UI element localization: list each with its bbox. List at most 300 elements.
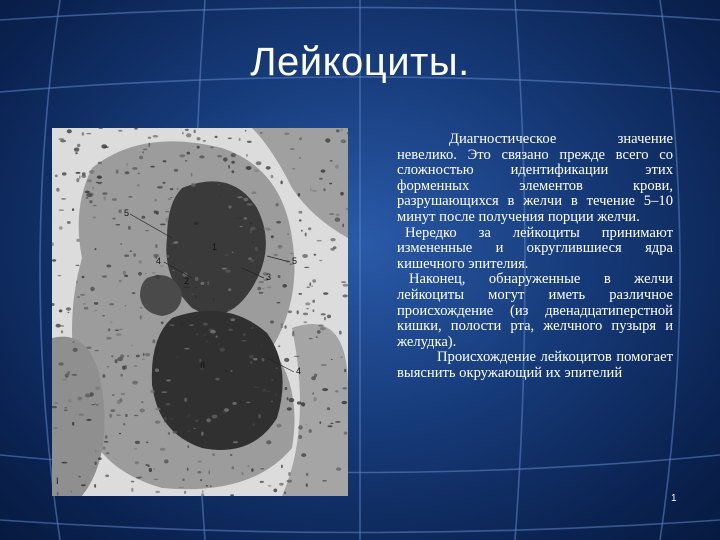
granule [105,475,109,478]
granule [103,146,108,148]
granule [292,168,295,169]
granule [75,152,77,154]
granule [67,221,71,224]
granule [80,294,85,295]
granule [152,339,155,343]
page-number: 1 [671,493,677,504]
granule [228,138,232,140]
granule [281,465,283,469]
granule [65,374,69,378]
granule [116,333,122,336]
granule [109,414,112,418]
granule [340,356,343,358]
granule [138,173,140,175]
granule [155,368,159,372]
granule [308,227,311,230]
granule [163,160,167,162]
granule [246,402,251,404]
granule [123,271,126,275]
granule [305,233,307,237]
granule [294,356,300,357]
granule [67,129,72,133]
granule [102,275,107,277]
granule [251,468,253,472]
granule [242,472,244,475]
granule [280,181,282,185]
granule [128,226,131,230]
granule [222,268,228,270]
granule [323,292,328,295]
granule [325,138,330,142]
granule [125,414,128,417]
paragraph-diagnostic-value: Диагностическое значение невелико. Это связано прежде всего со сложностью идентификации этих форменных элементов крови, разрушающихся в желчи в течение 5–10 минут после получения порции желчи. [397,131,673,225]
granule [78,397,82,401]
granule [82,276,85,278]
granule [76,281,78,284]
granule [127,355,129,356]
granule [197,460,202,463]
granule [194,130,196,134]
granule [309,282,311,286]
granule [155,420,161,423]
granule [112,218,115,220]
granule [330,248,335,251]
granule [131,488,133,492]
granule [254,387,260,388]
granule [266,440,271,444]
granule [120,243,122,244]
granule [169,324,174,326]
granule [140,315,142,319]
granule [243,198,248,201]
granule [271,235,274,238]
granule [289,398,295,402]
paragraph-misidentification: Нередко за лейкоциты принимают измененные и округлившиеся ядра кишечного эпителия. [397,224,673,272]
granule [245,130,247,132]
granule [165,211,169,213]
granule [260,468,264,470]
granule [247,141,252,143]
granule [213,298,215,301]
granule [58,362,63,365]
granule [108,328,110,331]
granule [81,484,86,486]
granule [330,423,333,424]
granule [190,262,193,264]
granule [299,157,301,159]
granule [173,431,178,434]
granule [208,470,210,474]
granule [119,280,122,283]
granule [321,169,326,172]
granule [278,245,283,249]
granule [136,477,141,479]
granule [224,371,228,372]
granule [117,400,121,404]
granule [90,287,94,291]
granule [94,404,96,405]
granule [145,464,147,466]
granule [58,275,62,277]
granule [132,167,138,170]
granule [155,275,159,279]
granule [287,234,289,235]
granule [239,400,241,403]
granule [154,468,156,469]
granule [174,241,178,244]
granule [53,427,57,430]
granule [86,193,92,197]
granule [301,230,303,232]
paragraph-epithelium: Происхождение лейкоцитов помогает выяснить окружающий их эпителий [397,349,673,381]
granule [77,296,79,297]
granule [66,307,71,311]
granule [342,387,347,389]
granule [142,359,146,360]
granule [104,441,109,443]
granule [284,133,289,136]
granule [306,308,309,309]
granule [59,226,63,229]
granule [120,354,124,358]
granule [150,390,154,393]
granule [150,166,155,168]
granule [102,192,107,195]
granule [165,403,170,406]
granule [95,462,97,465]
granule [301,402,305,406]
granule [303,313,308,316]
granule [231,370,233,372]
granule [184,398,187,402]
granule [249,355,254,359]
granule [216,336,218,338]
granule [160,224,166,226]
granule [206,418,211,422]
granule [306,424,308,425]
granule [202,490,204,493]
granule [189,324,194,326]
micrograph-label: 4 [296,366,302,376]
granule [112,394,115,395]
granule [60,325,64,326]
granule [96,182,99,183]
granule [136,355,140,358]
granule [82,132,84,136]
granule [109,303,114,305]
granule [284,358,289,362]
granule [192,293,194,295]
granule [212,453,215,456]
granule [145,230,148,231]
granule [309,429,312,433]
granule [277,302,281,303]
granule [78,476,81,478]
granule [131,345,133,347]
granule [303,321,307,323]
granule [134,415,138,416]
granule [250,361,252,364]
granule [94,302,98,305]
granule [215,378,219,381]
granule [145,273,147,274]
granule [141,401,143,403]
granule [148,464,150,467]
granule [164,418,167,422]
granule [68,399,72,402]
granule [76,178,79,182]
granule [135,441,140,444]
granule [194,222,199,225]
granule [94,484,96,488]
granule [297,310,299,314]
granule [133,253,136,257]
granule [152,272,156,274]
granule [318,325,323,327]
granule [103,196,106,200]
granule [139,260,143,263]
granule [181,323,183,326]
granule [72,374,78,376]
granule [119,329,122,331]
granule [194,344,196,345]
micrograph-label: 3 [266,272,272,282]
granule [278,275,281,278]
granule [176,356,179,359]
granule [341,128,343,131]
granule [312,190,318,192]
granule [298,435,302,439]
granule [93,205,97,207]
granule [228,288,231,291]
granule [256,161,262,165]
granule [344,369,346,372]
granule [202,286,206,287]
granule [207,281,209,285]
granule [67,312,69,313]
granule [235,217,240,218]
granule [195,295,197,298]
granule [52,259,56,262]
granule [290,253,294,254]
granule [182,478,184,481]
granule [228,329,233,331]
granule [279,483,283,486]
granule [342,401,348,404]
granule [83,303,86,304]
granule [143,149,148,151]
granule [311,285,313,287]
granule [121,374,123,377]
granule [102,374,105,378]
granule [160,448,166,451]
granule [169,418,174,419]
granule [259,281,264,283]
slide-title: Лейкоциты. [250,40,470,84]
granule [341,139,347,143]
granule [262,388,267,392]
granule [106,452,110,454]
granule [342,224,344,228]
granule [107,366,110,368]
granule [260,481,264,483]
granule [138,272,142,276]
granule [305,302,310,305]
granule [61,330,63,333]
granule [287,480,292,483]
granule [262,288,265,289]
granule [323,188,325,191]
granule [155,244,157,248]
granule [270,320,274,323]
granule [232,466,234,469]
granule [187,414,191,417]
granule [179,154,185,157]
granule [246,154,248,157]
granule [225,270,231,273]
granule [327,407,330,410]
micrograph-label: 2 [184,276,190,286]
micrograph-label: 5 [124,208,130,218]
granule [230,494,234,496]
granule [310,188,312,192]
granule [336,214,340,217]
micrograph-label: 1 [212,242,218,252]
granule [301,453,306,457]
granule [98,162,102,164]
granule [95,387,100,390]
granule [165,218,168,222]
granule [85,393,91,397]
granule [87,179,92,182]
granule [203,140,206,142]
granule [187,152,190,155]
granule [271,175,274,179]
granule [239,138,241,141]
granule [201,432,203,436]
granule [197,471,201,474]
granule [59,210,65,211]
paragraph-origin: Наконец, обнаруженные в желчи лейкоциты могут иметь различное происхождение (из двенадцатиперстной кишки, полости рта, желчного пузыря и желудка). [397,271,673,350]
granule [274,254,278,256]
granule [79,414,85,416]
granule [197,146,200,149]
granule [135,461,139,464]
granule [249,222,253,224]
granule [148,143,150,147]
granule [77,144,80,147]
granule [86,197,89,198]
granule [62,379,68,381]
granule [251,327,254,329]
granule [102,447,105,450]
granule [220,348,225,352]
granule [319,178,323,180]
granule [115,224,120,225]
granule [111,409,116,412]
granule [285,325,287,329]
granule [174,169,178,172]
granule [92,187,94,190]
granule [232,170,235,173]
granule [112,198,117,201]
granule [72,341,75,343]
granule [266,391,270,392]
granule [149,468,152,472]
granule [131,481,135,483]
granule [298,293,302,295]
granule [116,414,121,416]
granule [155,491,160,493]
granule [125,305,127,307]
granule [232,402,236,405]
body-text [397,132,673,382]
micrograph-label: 5 [292,256,298,266]
granule [184,491,186,494]
granule [290,148,295,150]
granule [64,409,68,411]
granule [106,337,111,340]
micrograph-label: 4 [156,256,162,266]
granule [231,161,235,164]
granule [273,489,277,493]
granule [89,200,92,203]
micrograph-image [52,128,348,496]
granule [168,432,170,434]
granule [177,188,179,191]
granule [319,421,321,424]
granule [170,188,174,190]
granule [241,340,246,341]
granule [95,350,99,351]
granule [95,450,97,453]
granule [276,424,281,428]
granule [110,322,113,323]
granule [195,420,198,423]
granule [316,336,318,338]
granule [111,355,113,357]
granule [187,445,189,448]
granule [274,393,277,396]
granule [118,209,121,213]
granule [106,265,111,268]
granule [93,216,97,218]
granule [297,401,302,404]
granule [154,479,159,480]
granule [309,338,313,339]
granule [76,172,81,174]
granule [243,333,246,336]
granule [330,160,333,161]
granule [102,315,105,316]
granule [259,410,264,413]
granule [143,353,145,356]
granule [248,465,250,467]
granule [210,485,212,487]
granule [158,353,160,355]
granule [203,323,208,326]
granule [288,310,292,313]
granule [96,404,98,406]
granule [329,183,332,185]
granule [123,423,125,425]
granule [254,169,259,172]
granule [218,184,220,185]
granule [89,170,94,174]
granule [115,359,118,363]
granule [85,191,90,194]
granule [210,330,216,334]
